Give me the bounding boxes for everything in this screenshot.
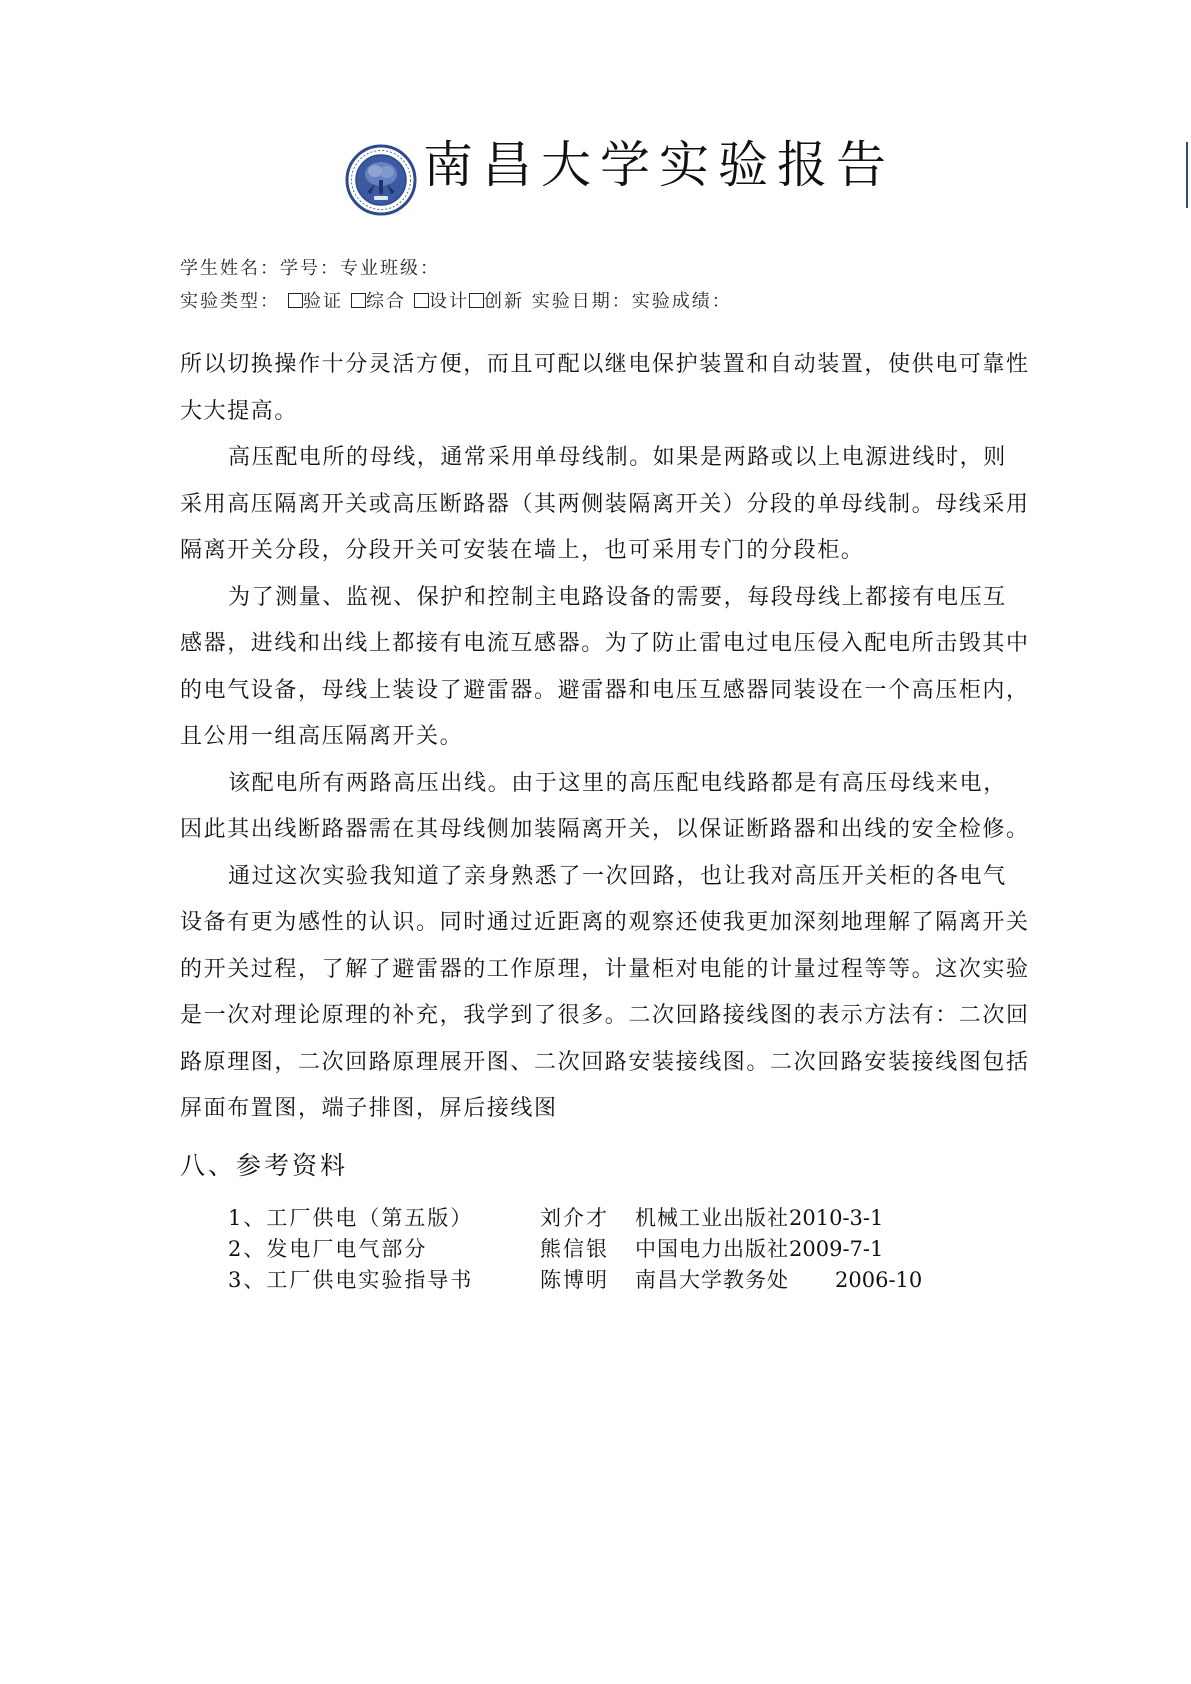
type-innovate-label: 创新 [484,291,524,312]
type-design-checkbox[interactable] [414,293,429,308]
reference-author: 陈博明 [540,1268,609,1292]
experiment-type-line [180,287,732,313]
experiment-date-label: 实验日期： [531,291,632,312]
experiment-type-label: 实验类型： [180,291,280,312]
report-body [180,342,1030,1133]
reference-author: 刘介才 [540,1206,609,1230]
body-paragraph: 为了测量、监视、保护和控制主电路设备的需要，每段母线上都接有电压互感器，进线和出线上都接有电流互感器。为了防止雷电过电压侵入配电所击毁其中的电气设备，母线上装设了避雷器。避雷器和电压互感器同装设在一个高压柜内，且公用一组高压隔离开关。 [180,584,1030,749]
type-comprehensive-label: 综合 [366,291,406,312]
reference-item [228,1265,922,1296]
type-verify-checkbox[interactable] [288,293,303,308]
type-innovate-checkbox[interactable] [469,293,484,308]
body-paragraph: 通过这次实验我知道了亲身熟悉了一次回路，也让我对高压开关柜的各电气设备有更为感性的认识。同时通过近距离的观察还使我更加深刻地理解了隔离开关的开关过程，了解了避雷器的工作原理，计量柜对电能的计量过程等等。这次实验是一次对理论原理的补充，我学到了很多。二次回路接线图的表示方法有：二次回路原理图，二次回路原理展开图、二次回路安装接线图。二次回路安装接线图包括屏面布置图，端子排图，屏后接线图 [180,863,1030,1121]
experiment-score-label: 实验成绩： [631,291,732,312]
references-list [228,1203,922,1296]
body-paragraph: 高压配电所的母线，通常采用单母线制。如果是两路或以上电源进线时，则采用高压隔离开关或高压断路器（其两侧装隔离开关）分段的单母线制。母线采用隔离开关分段，分段开关可安装在墙上，也可采用专门的分段柜。 [180,445,1030,563]
reference-date: 2010-3-1 [789,1206,884,1230]
reference-item [228,1203,922,1234]
reference-publisher: 机械工业出版社 [635,1206,789,1230]
student-info-line [180,254,440,280]
university-seal-icon [345,144,417,216]
type-comprehensive-checkbox[interactable] [351,293,366,308]
reference-date: 2009-7-1 [789,1237,884,1261]
reference-title: 3、工厂供电实验指导书 [228,1268,474,1292]
report-title: 南昌大学实验报告 [423,136,895,194]
page-edge-mark [1186,142,1188,208]
references-heading: 八、参考资料 [180,1151,349,1180]
reference-date: 2006-10 [835,1268,923,1292]
reference-publisher: 中国电力出版社 [635,1237,789,1261]
type-design-label: 设计 [429,291,469,312]
reference-item [228,1234,922,1265]
reference-publisher: 南昌大学教务处 [635,1268,789,1292]
reference-title: 2、发电厂电气部分 [228,1237,428,1261]
student-info-labels: 学生姓名：学号：专业班级： [180,258,440,279]
reference-title: 1、工厂供电（第五版） [228,1206,474,1230]
body-paragraph: 该配电所有两路高压出线。由于这里的高压配电线路都是有高压母线来电，因此其出线断路器需在其母线侧加装隔离开关，以保证断路器和出线的安全检修。 [180,770,1030,842]
body-paragraph: 所以切换操作十分灵活方便，而且可配以继电保护装置和自动装置，使供电可靠性大大提高。 [180,352,1030,424]
reference-author: 熊信银 [540,1237,609,1261]
type-verify-label: 验证 [303,291,343,312]
report-header [345,122,895,208]
